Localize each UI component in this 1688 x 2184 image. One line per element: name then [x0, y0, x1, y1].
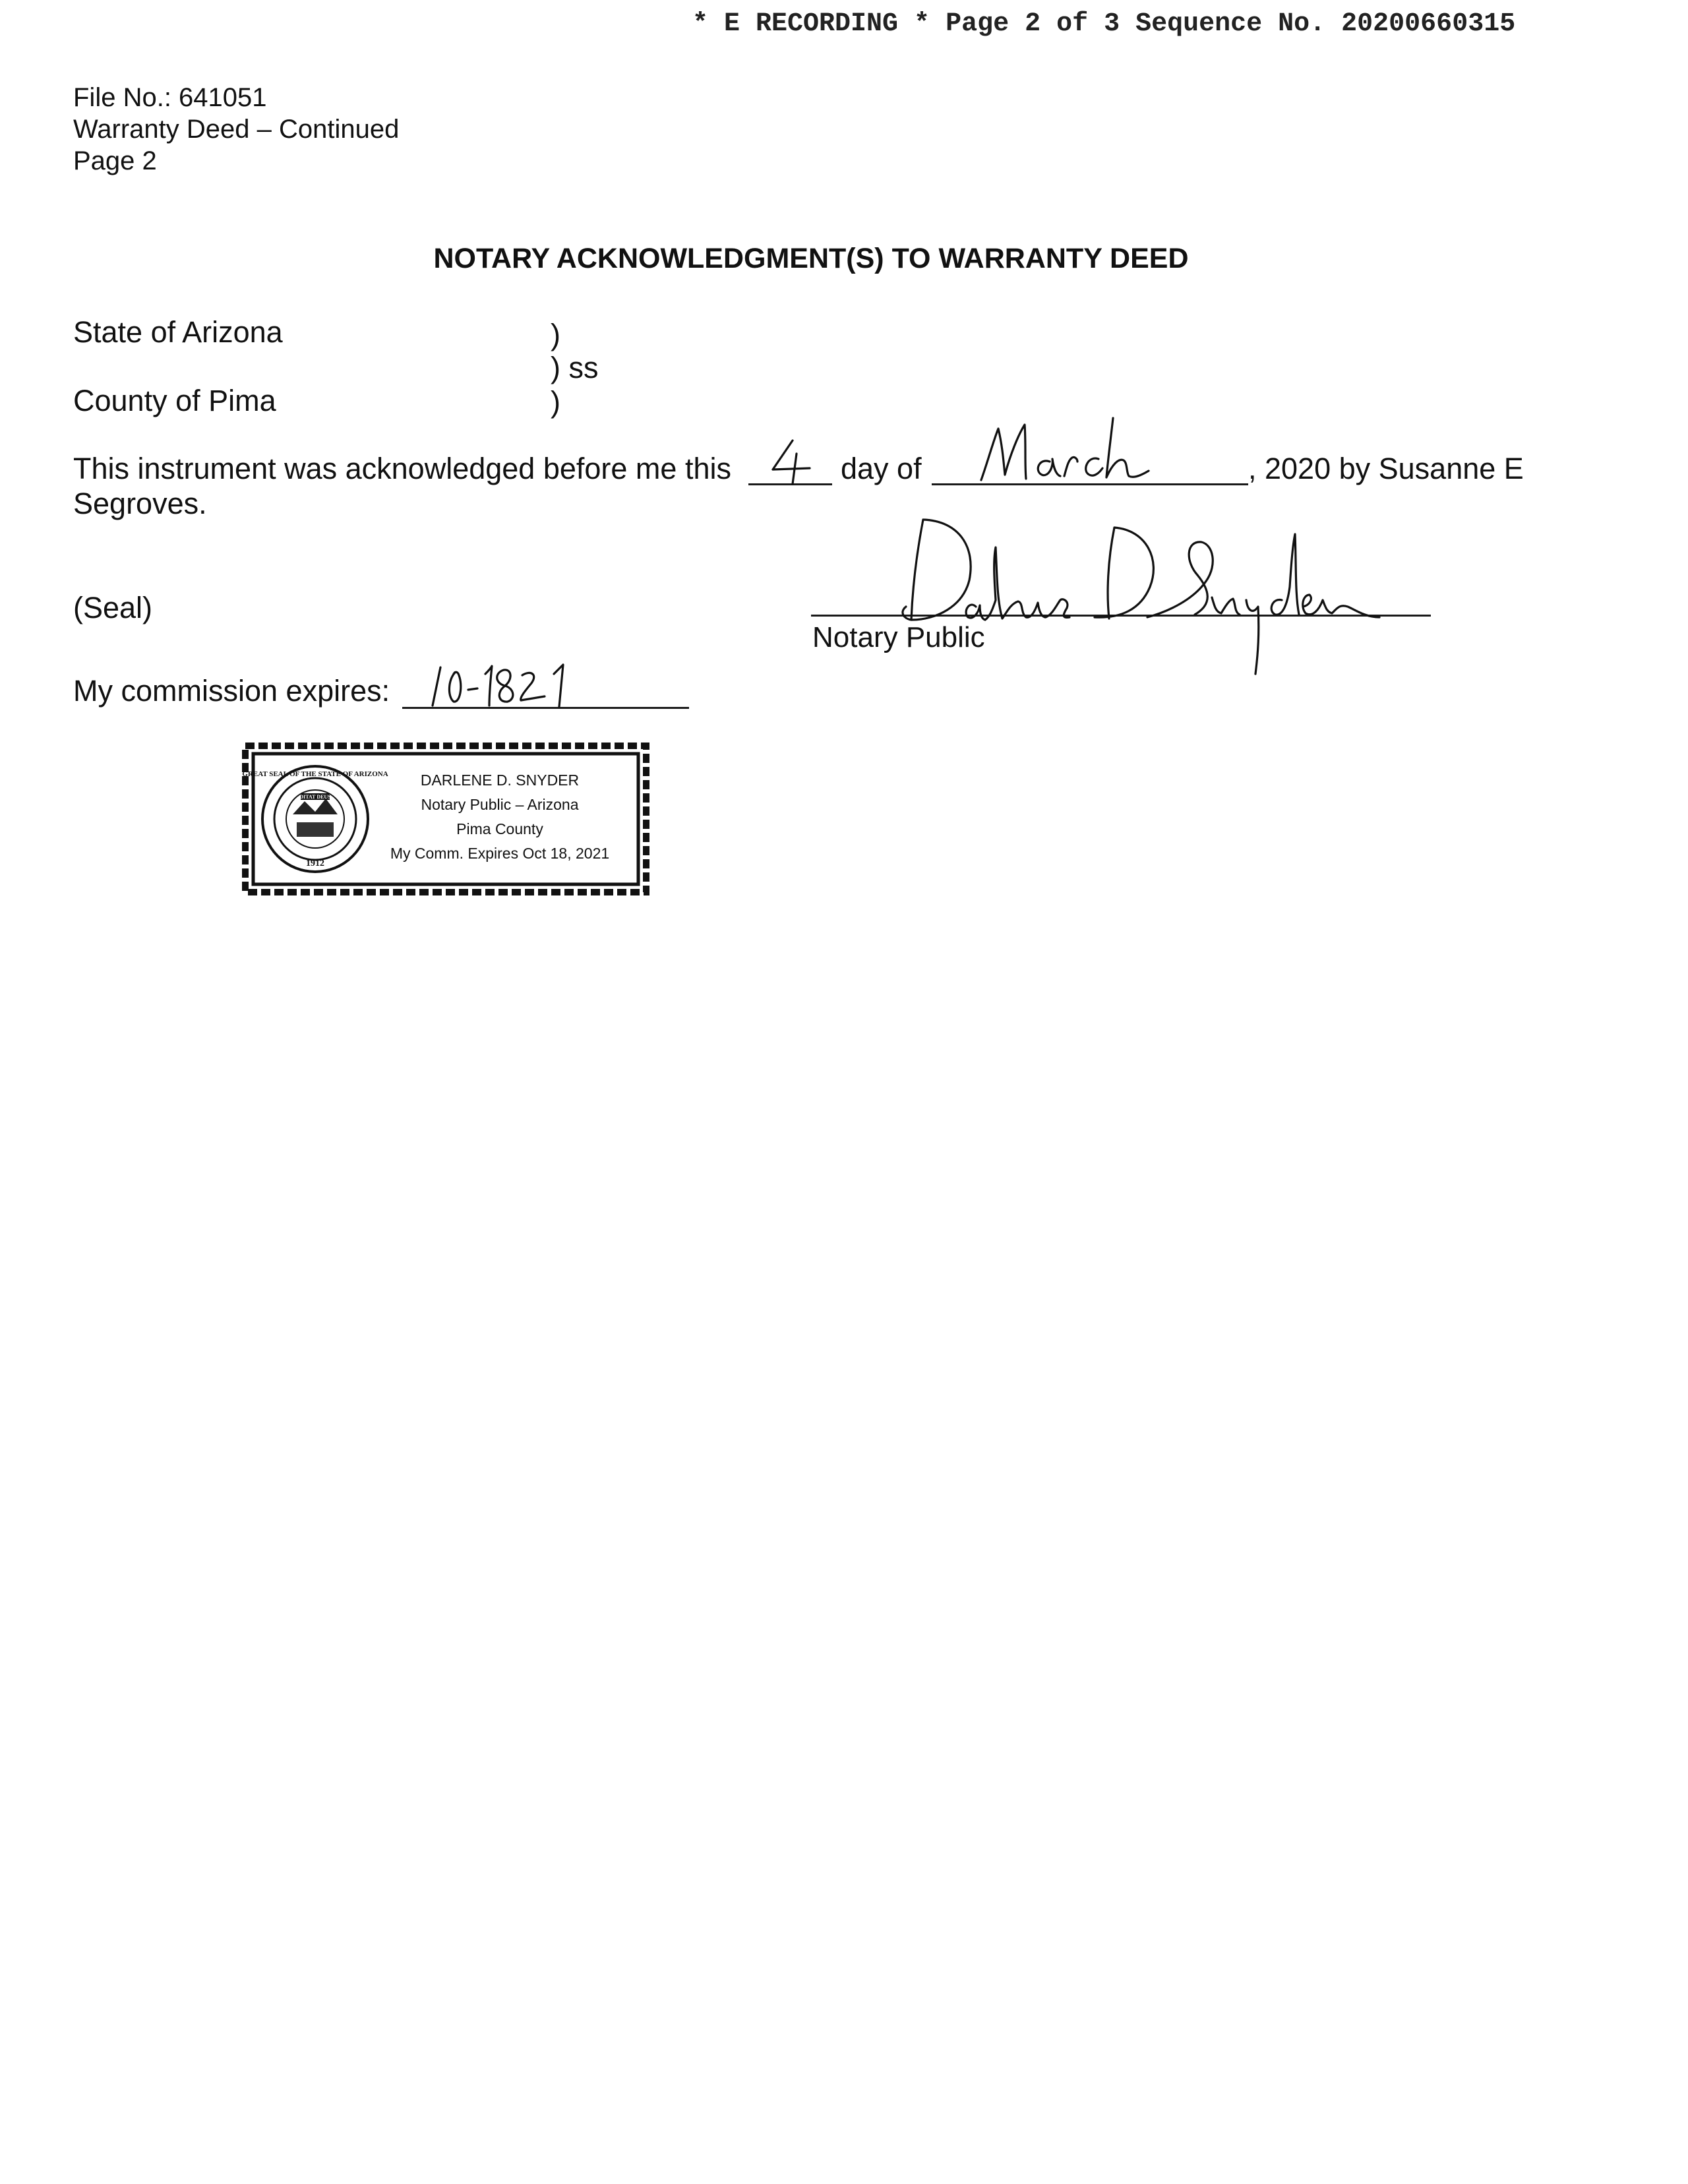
venue-county: County of Pima [73, 384, 276, 417]
notary-stamp [237, 735, 659, 907]
venue-state: State of Arizona [73, 315, 283, 349]
commission-label: My commission expires: [73, 674, 390, 708]
ack-day-label: day of [841, 452, 922, 485]
recording-banner: * E RECORDING * Page 2 of 3 Sequence No. 20200660315 [692, 9, 1516, 39]
notary-signature [897, 501, 1411, 679]
acknowledgment-title: NOTARY ACKNOWLEDGMENT(S) TO WARRANTY DEED [433, 243, 1189, 274]
file-number: File No.: 641051 [73, 83, 267, 112]
seal-label: (Seal) [73, 591, 153, 624]
seal-year: 1912 [306, 859, 324, 868]
handwritten-commission-date [422, 659, 593, 712]
arizona-seal-icon [242, 766, 388, 872]
stamp-expires: My Comm. Expires Oct 18, 2021 [390, 845, 610, 862]
venue-paren-ss: ) ss [551, 351, 599, 384]
document-title: Warranty Deed – Continued [73, 115, 400, 144]
handwritten-day [758, 435, 824, 488]
seal-motto: DITAT DEUS [299, 794, 331, 800]
stamp-title: Notary Public – Arizona [421, 796, 579, 813]
ack-suffix: , 2020 by Susanne E [1248, 452, 1524, 485]
notary-public-label: Notary Public [812, 621, 985, 653]
seal-ring-text: GREAT SEAL OF THE STATE OF ARIZONA [242, 770, 388, 778]
ack-prefix: This instrument was acknowledged before me this [73, 452, 731, 485]
venue-paren-top: ) [551, 318, 560, 351]
page-number: Page 2 [73, 146, 157, 175]
venue-paren-bottom: ) [551, 385, 560, 419]
handwritten-month [976, 415, 1167, 488]
stamp-name: DARLENE D. SNYDER [420, 772, 580, 789]
ack-line2: Segroves. [73, 487, 207, 520]
stamp-county: Pima County [456, 820, 543, 837]
